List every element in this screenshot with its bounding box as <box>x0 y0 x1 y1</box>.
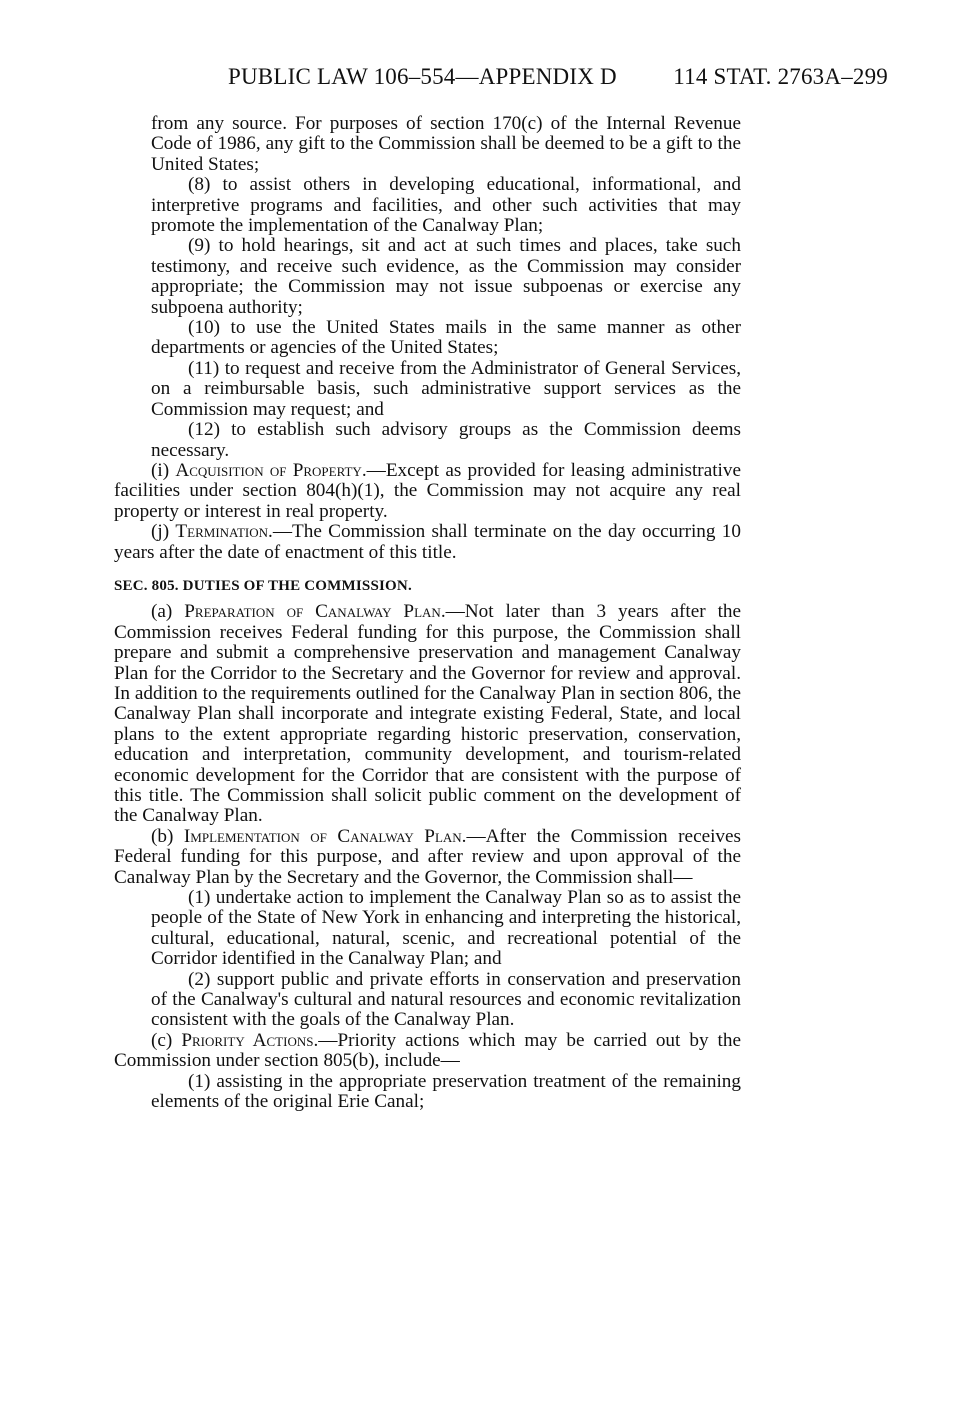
paragraph-9: (9) to hold hearings, sit and act at such times and places, take such testimony, and receive such evidence, as the Commission may consider appropriate; the Commission may not issue subpoenas or exercise any subpoena authority; <box>151 235 741 318</box>
subsection-b <box>114 827 741 888</box>
subsection-j <box>114 522 741 563</box>
subsection-i-label: (i) <box>151 459 176 481</box>
subsection-a-text: .—Not later than 3 years after the Commission receives Federal funding for this purpose, the Commission shall prepare and submit a comprehensive preservation and management Canalway Plan for the Corridor to the Secretary and the Governor for review and approval. In addition to the requirements outlined for the Canalway Plan in section 806, the Canalway Plan shall incorporate and integrate existing Federal, State, and local plans to the extent appropriate regarding historic preservation, conservation, education and interpretation, community development, and tourism-related economic development for the Corridor that are consistent with the purpose of this title. The Commission shall solicit public comment on the development of the Canalway Plan. <box>114 601 742 827</box>
subsection-b-paragraph-2: (2) support public and private efforts in conservation and preservation of the Canalway's cultural and natural resources and economic revitalization consistent with the goals of the Canalway Plan. <box>151 968 741 1031</box>
paragraph-8: (8) to assist others in developing educational, informational, and interpretive programs and facilities, and other such activities that may promote the implementation of the Canalway Plan; <box>151 174 741 237</box>
paragraph-continuation: from any source. For purposes of section 170(c) of the Internal Revenue Code of 1986, any gift to the Commission shall be deemed to be a gift to the United States; <box>151 113 741 175</box>
subsection-a-heading: Preparation of Canalway Plan <box>184 601 441 623</box>
paragraph-11: (11) to request and receive from the Administrator of General Services, on a reimbursable basis, such administrative support services as the Commission may request; and <box>151 357 741 420</box>
subsection-i <box>114 461 741 522</box>
subsection-i-heading: Acquisition of Property <box>175 459 362 481</box>
subsection-b-heading: Implementation of Canalway Plan <box>183 825 462 847</box>
subsection-c-label: (c) <box>151 1029 182 1051</box>
subsection-j-label: (j) <box>151 521 176 543</box>
subsection-c-text: .—Priority actions which may be carried out by the Commission under section 805(b), include— <box>114 1029 741 1072</box>
subsection-c-heading: Priority Actions <box>181 1029 314 1051</box>
running-header <box>228 64 888 104</box>
subsection-a-label: (a) <box>151 601 185 623</box>
subsection-j-heading: Termination <box>175 521 269 543</box>
subsection-a <box>114 602 741 826</box>
subsection-b-paragraph-1: (1) undertake action to implement the Canalway Plan so as to assist the people of the State of New York in enhancing and interpreting the historical, cultural, educational, natural, scenic, and recreational potential of the Corridor identified in the Canalway Plan; and <box>151 887 741 970</box>
header-title: PUBLIC LAW 106–554—APPENDIX D <box>228 64 617 89</box>
subsection-c <box>114 1031 741 1072</box>
section-heading: SEC. 805. DUTIES OF THE COMMISSION. <box>114 577 412 594</box>
subsection-b-label: (b) <box>151 825 184 847</box>
header-stat-citation: 114 STAT. 2763A–299 <box>673 64 888 89</box>
subsection-j-text: .—The Commission shall terminate on the day occurring 10 years after the date of enactment of this title. <box>114 521 741 563</box>
paragraph-10: (10) to use the United States mails in the same manner as other departments or agencies of the United States; <box>151 317 741 359</box>
subsection-b-text: .—After the Commission receives Federal funding for this purpose, and after review and upon approval of the Canalway Plan by the Secretary and the Governor, the Commission shall— <box>114 825 742 888</box>
subsection-c-paragraph-1: (1) assisting in the appropriate preservation treatment of the remaining elements of the original Erie Canal; <box>151 1070 741 1113</box>
subsection-i-text: .—Except as provided for leasing administrative facilities under section 804(h)(1), the Commission may not acquire any real property or interest in real property. <box>114 459 741 522</box>
paragraph-12: (12) to establish such advisory groups as the Commission deems necessary. <box>151 419 741 461</box>
body-text <box>114 114 741 1113</box>
